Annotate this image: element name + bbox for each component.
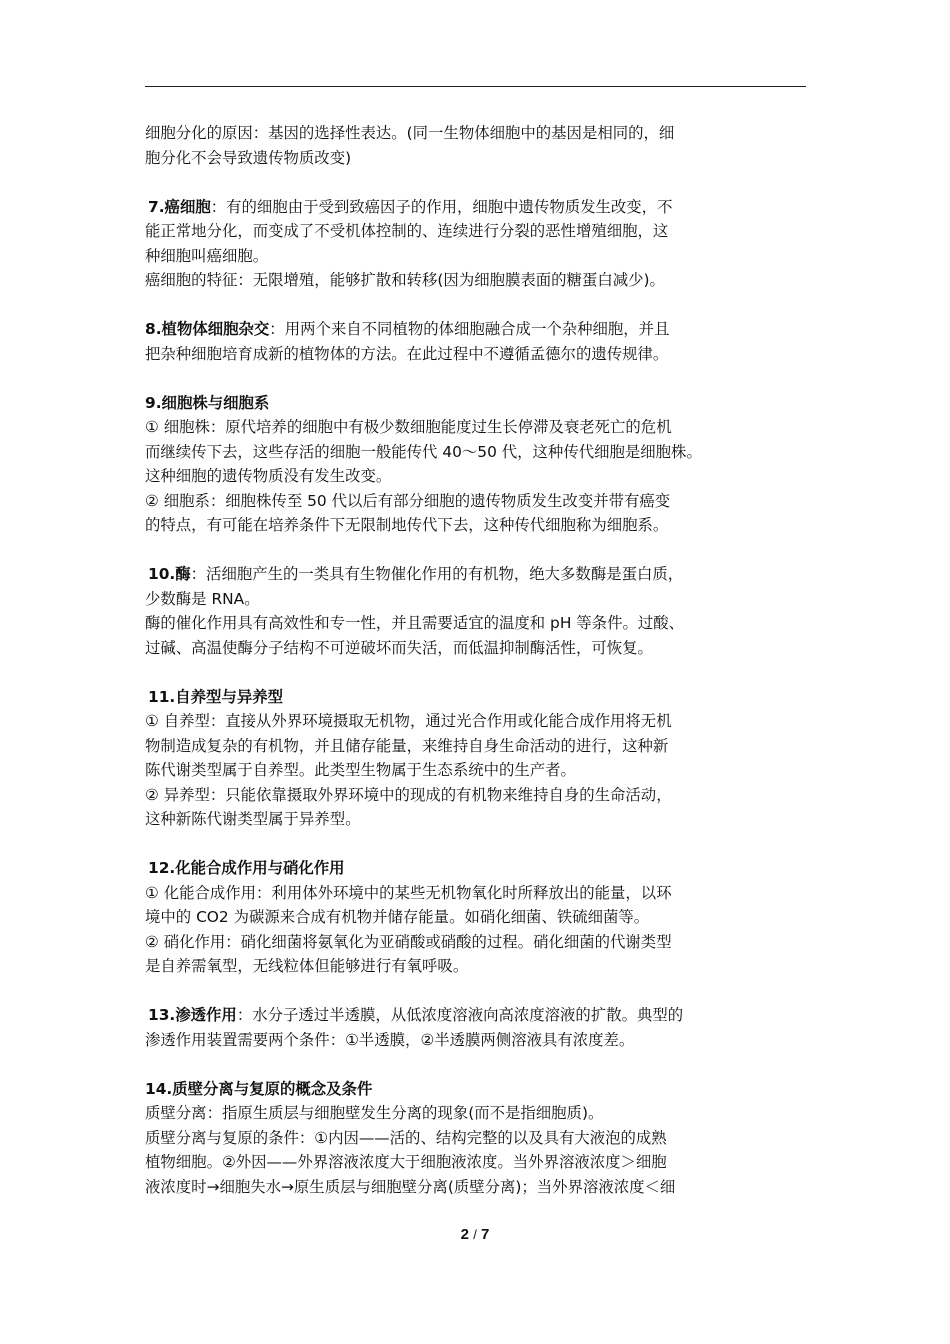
text-line bbox=[145, 391, 815, 416]
paragraph bbox=[145, 121, 815, 170]
line-text: ① 细胞株：原代培养的细胞中有极少数细胞能度过生长停滞及衰老死亡的危机 bbox=[145, 418, 672, 436]
text-line bbox=[145, 783, 815, 808]
paragraph bbox=[145, 391, 815, 538]
text-line bbox=[145, 758, 815, 783]
text-line bbox=[145, 734, 815, 759]
text-line bbox=[145, 440, 815, 465]
text-line bbox=[145, 513, 815, 538]
line-text: ：用两个来自不同植物的体细胞融合成一个杂种细胞，并且 bbox=[269, 320, 670, 338]
line-text: 癌细胞的特征：无限增殖，能够扩散和转移(因为细胞膜表面的糖蛋白减少)。 bbox=[145, 271, 665, 289]
page-separator: / bbox=[473, 1227, 477, 1242]
line-text: 境中的 CO2 为碳源来合成有机物并储存能量。如硝化细菌、铁硫细菌等。 bbox=[145, 908, 650, 926]
line-text: 胞分化不会导致遗传物质改变) bbox=[145, 148, 352, 167]
text-line bbox=[145, 807, 815, 832]
paragraph bbox=[145, 1077, 815, 1200]
section-heading: 14.质壁分离与复原的概念及条件 bbox=[145, 1079, 373, 1098]
page-current: 2 bbox=[460, 1226, 470, 1243]
text-line bbox=[145, 1175, 815, 1200]
paragraph bbox=[145, 685, 815, 832]
line-text: ② 异养型：只能依靠摄取外界环境中的现成的有机物来维持自身的生命活动， bbox=[145, 785, 672, 804]
line-text: 陈代谢类型属于自养型。此类型生物属于生态系统中的生产者。 bbox=[145, 761, 576, 779]
section-heading: 10.酶 bbox=[148, 565, 191, 583]
section-heading: 11.自养型与异养型 bbox=[148, 687, 283, 706]
header-rule bbox=[145, 86, 806, 87]
section-heading: 9.细胞株与细胞系 bbox=[145, 393, 270, 412]
text-line bbox=[145, 489, 815, 514]
line-text: 这种新陈代谢类型属于异养型。 bbox=[145, 810, 361, 828]
text-line bbox=[145, 636, 815, 661]
text-line bbox=[145, 1077, 815, 1102]
line-text: 是自养需氧型，无线粒体但能够进行有氧呼吸。 bbox=[145, 957, 469, 975]
text-line bbox=[145, 219, 815, 244]
text-line bbox=[145, 464, 815, 489]
line-text: ：水分子透过半透膜，从低浓度溶液向高浓度溶液的扩散。典型的 bbox=[236, 1006, 684, 1024]
paragraph bbox=[145, 1003, 815, 1052]
text-line bbox=[145, 415, 815, 440]
line-text: ② 细胞系：细胞株传至 50 代以后有部分细胞的遗传物质发生改变并带有癌变 bbox=[145, 491, 671, 510]
line-text: 植物细胞。②外因——外界溶液浓度大于细胞液浓度。当外界溶液浓度＞细胞 bbox=[145, 1153, 667, 1171]
line-text: 能正常地分化，而变成了不受机体控制的、连续进行分裂的恶性增殖细胞，这 bbox=[145, 222, 669, 240]
text-line bbox=[145, 1003, 815, 1028]
line-text: 少数酶是 RNA。 bbox=[145, 589, 260, 608]
text-line bbox=[145, 1028, 815, 1053]
line-text: ① 化能合成作用：利用体外环境中的某些无机物氧化时所释放出的能量，以环 bbox=[145, 883, 672, 902]
text-line bbox=[145, 930, 815, 955]
page-total: 7 bbox=[480, 1226, 490, 1243]
line-text: 物制造成复杂的有机物，并且储存能量，来维持自身生命活动的进行，这种新 bbox=[145, 736, 669, 755]
line-text: ：活细胞产生的一类具有生物催化作用的有机物，绝大多数酶是蛋白质， bbox=[190, 565, 684, 583]
section-heading: 7.癌细胞 bbox=[148, 197, 211, 216]
line-text: 细胞分化的原因：基因的选择性表达。(同一生物体细胞中的基因是相同的，细 bbox=[145, 124, 675, 142]
text-line bbox=[145, 1126, 815, 1151]
line-text: ：有的细胞由于受到致癌因子的作用，细胞中遗传物质发生改变，不 bbox=[210, 197, 673, 216]
section-heading: 8.植物体细胞杂交 bbox=[145, 320, 270, 338]
line-text: 质壁分离：指原生质层与细胞壁发生分离的现象(而不是指细胞质)。 bbox=[145, 1104, 604, 1122]
line-text: 液浓度时→细胞失水→原生质层与细胞壁分离(质壁分离)；当外界溶液浓度＜细 bbox=[145, 1177, 676, 1196]
text-line bbox=[145, 587, 815, 612]
text-line bbox=[145, 685, 815, 710]
text-line bbox=[145, 856, 815, 881]
line-text: 渗透作用装置需要两个条件：①半透膜，②半透膜两侧溶液具有浓度差。 bbox=[145, 1030, 635, 1049]
text-line bbox=[145, 954, 815, 979]
section-heading: 13.渗透作用 bbox=[148, 1006, 237, 1024]
line-text: 而继续传下去，这些存活的细胞一般能传代 40～50 代，这种传代细胞是细胞株。 bbox=[145, 442, 702, 461]
text-line bbox=[145, 146, 815, 171]
text-line bbox=[145, 611, 815, 636]
text-line bbox=[145, 1101, 815, 1126]
paragraph bbox=[145, 317, 815, 366]
text-line bbox=[145, 121, 815, 146]
text-line bbox=[145, 1150, 815, 1175]
paragraph bbox=[145, 562, 815, 660]
paragraph bbox=[145, 195, 815, 293]
line-text: 过碱、高温使酶分子结构不可逆破坏而失活，而低温抑制酶活性，可恢复。 bbox=[145, 638, 653, 657]
text-line bbox=[145, 342, 815, 367]
line-text: 的特点，有可能在培养条件下无限制地传代下去，这种传代细胞称为细胞系。 bbox=[145, 516, 669, 534]
text-line bbox=[145, 268, 815, 293]
text-line bbox=[145, 881, 815, 906]
text-line bbox=[145, 317, 815, 342]
line-text: 质壁分离与复原的条件：①内因——活的、结构完整的以及具有大液泡的成熟 bbox=[145, 1128, 667, 1147]
line-text: ② 硝化作用：硝化细菌将氨氧化为亚硝酸或硝酸的过程。硝化细菌的代谢类型 bbox=[145, 932, 672, 951]
body-text bbox=[145, 121, 815, 1199]
text-line bbox=[145, 195, 815, 220]
section-heading: 12.化能合成作用与硝化作用 bbox=[148, 859, 345, 877]
line-text: 酶的催化作用具有高效性和专一性，并且需要适宜的温度和 pH 等条件。过酸、 bbox=[145, 614, 685, 632]
line-text: 种细胞叫癌细胞。 bbox=[145, 246, 269, 265]
text-line bbox=[145, 244, 815, 269]
text-line bbox=[145, 562, 815, 587]
page-number bbox=[0, 1226, 950, 1243]
line-text: 把杂种细胞培育成新的植物体的方法。在此过程中不遵循孟德尔的遗传规律。 bbox=[145, 344, 669, 363]
text-line bbox=[145, 709, 815, 734]
text-line bbox=[145, 905, 815, 930]
paragraph bbox=[145, 856, 815, 979]
line-text: 这种细胞的遗传物质没有发生改变。 bbox=[145, 467, 392, 485]
line-text: ① 自养型：直接从外界环境摄取无机物，通过光合作用或化能合成作用将无机 bbox=[145, 712, 672, 730]
